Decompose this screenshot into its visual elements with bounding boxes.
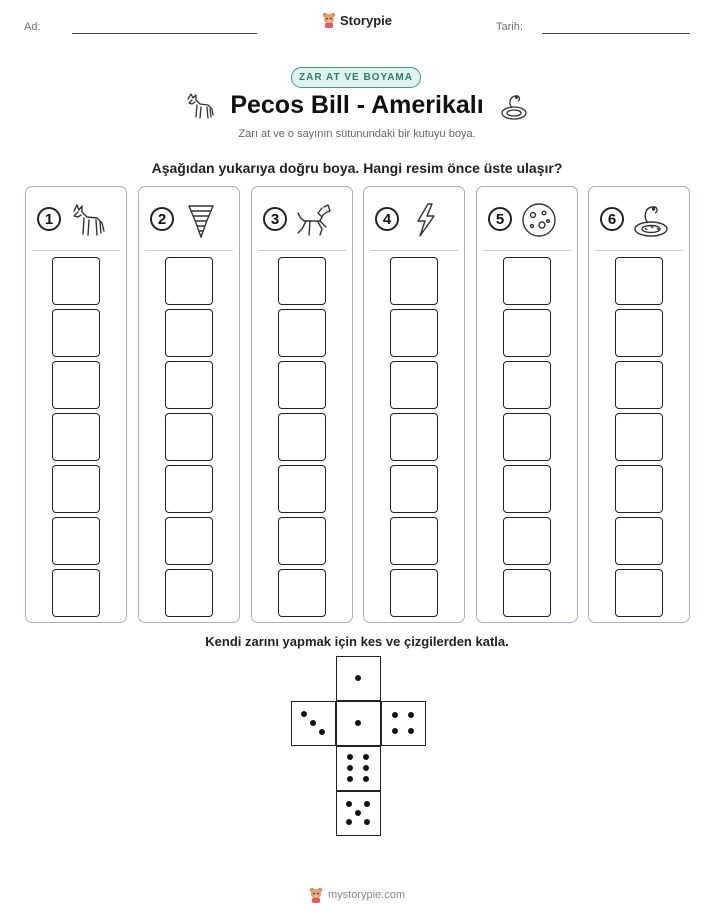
brand-logo xyxy=(0,12,714,28)
color-box[interactable] xyxy=(503,569,551,617)
color-box[interactable] xyxy=(52,413,100,461)
color-box[interactable] xyxy=(390,309,438,357)
column-2 xyxy=(138,186,240,623)
color-box[interactable] xyxy=(390,465,438,513)
dice-face-6 xyxy=(336,746,381,791)
color-box[interactable] xyxy=(52,569,100,617)
column-divider xyxy=(483,250,571,251)
column-1 xyxy=(25,186,127,623)
dice-pip xyxy=(347,754,353,760)
color-box[interactable] xyxy=(52,361,100,409)
dice-pip xyxy=(319,729,325,735)
color-box[interactable] xyxy=(615,569,663,617)
color-box[interactable] xyxy=(390,569,438,617)
color-box[interactable] xyxy=(390,361,438,409)
dice-pip xyxy=(363,765,369,771)
dice-pip xyxy=(392,728,398,734)
column-number: 3 xyxy=(263,207,287,231)
column-6 xyxy=(588,186,690,623)
column-divider xyxy=(145,250,233,251)
column-header xyxy=(477,187,577,251)
instruction-text: Aşağıdan yukarıya doğru boya. Hangi resim önce üste ulaşır? xyxy=(151,160,563,176)
column-number: 1 xyxy=(37,207,61,231)
column-4 xyxy=(363,186,465,623)
lightning-icon xyxy=(406,201,446,239)
column-divider xyxy=(32,250,120,251)
horse-icon xyxy=(294,201,334,239)
dice-pip xyxy=(310,720,316,726)
color-box[interactable] xyxy=(615,361,663,409)
color-box[interactable] xyxy=(52,257,100,305)
dice-pip xyxy=(408,712,414,718)
column-3 xyxy=(251,186,353,623)
dice-face-4 xyxy=(381,701,426,746)
dice-pip xyxy=(346,819,352,825)
column-number: 5 xyxy=(488,207,512,231)
color-box[interactable] xyxy=(390,517,438,565)
color-box[interactable] xyxy=(390,413,438,461)
dice-net xyxy=(291,656,426,836)
column-number: 4 xyxy=(375,207,399,231)
color-box[interactable] xyxy=(503,309,551,357)
color-box[interactable] xyxy=(278,569,326,617)
dice-pip xyxy=(347,776,353,782)
color-box[interactable] xyxy=(503,257,551,305)
column-header xyxy=(589,187,689,251)
page-subtitle: Zarı at ve o sayının sütunundaki bir kutuyu boya. xyxy=(238,128,476,140)
color-box[interactable] xyxy=(52,465,100,513)
snake-icon xyxy=(631,201,671,239)
bear-logo-icon xyxy=(322,12,336,28)
color-box[interactable] xyxy=(165,309,213,357)
color-box[interactable] xyxy=(278,361,326,409)
dice-pip xyxy=(364,801,370,807)
dice-face-1 xyxy=(336,701,381,746)
dice-pip xyxy=(355,720,361,726)
color-box[interactable] xyxy=(165,413,213,461)
color-box[interactable] xyxy=(503,517,551,565)
dice-face-5 xyxy=(336,791,381,836)
tornado-icon xyxy=(181,201,221,239)
column-5 xyxy=(476,186,578,623)
column-header xyxy=(252,187,352,251)
date-line xyxy=(542,33,690,34)
color-box[interactable] xyxy=(278,413,326,461)
color-box[interactable] xyxy=(615,517,663,565)
color-box[interactable] xyxy=(165,257,213,305)
dice-pip xyxy=(355,675,361,681)
color-box[interactable] xyxy=(278,309,326,357)
dice-pip xyxy=(363,754,369,760)
color-box[interactable] xyxy=(615,309,663,357)
color-box[interactable] xyxy=(165,361,213,409)
name-label: Ad: xyxy=(24,21,41,33)
date-label: Tarih: xyxy=(496,21,523,33)
column-number: 2 xyxy=(150,207,174,231)
bear-logo-icon xyxy=(309,887,323,903)
brand-name: Storypie xyxy=(339,12,392,28)
color-box[interactable] xyxy=(52,517,100,565)
column-divider xyxy=(595,250,683,251)
column-header xyxy=(364,187,464,251)
color-box[interactable] xyxy=(165,569,213,617)
coyote-icon xyxy=(68,201,108,239)
dice-face-1 xyxy=(336,656,381,701)
page-title: Pecos Bill - Amerikalı xyxy=(230,91,484,119)
color-box[interactable] xyxy=(165,465,213,513)
color-box[interactable] xyxy=(52,309,100,357)
footer-url: mystorypie.com xyxy=(327,889,406,901)
color-box[interactable] xyxy=(503,465,551,513)
name-line xyxy=(72,33,257,34)
dice-pip xyxy=(355,810,361,816)
dice-pip xyxy=(408,728,414,734)
column-header xyxy=(139,187,239,251)
snake-title-icon xyxy=(498,91,530,121)
color-box[interactable] xyxy=(278,257,326,305)
dice-pip xyxy=(347,765,353,771)
color-box[interactable] xyxy=(165,517,213,565)
color-box[interactable] xyxy=(615,413,663,461)
dice-pip xyxy=(301,711,307,717)
color-box[interactable] xyxy=(503,413,551,461)
color-box[interactable] xyxy=(278,517,326,565)
column-header xyxy=(26,187,126,251)
column-divider xyxy=(370,250,458,251)
page-footer xyxy=(0,887,714,903)
dice-face-3 xyxy=(291,701,336,746)
color-box[interactable] xyxy=(615,257,663,305)
cut-instruction: Kendi zarını yapmak için kes ve çizgilerden katla. xyxy=(205,634,509,649)
activity-badge: ZAR AT VE BOYAMA xyxy=(291,67,421,88)
moon-icon xyxy=(519,201,559,239)
dice-pip xyxy=(392,712,398,718)
color-box[interactable] xyxy=(615,465,663,513)
color-box[interactable] xyxy=(503,361,551,409)
color-box[interactable] xyxy=(390,257,438,305)
dice-pip xyxy=(363,776,369,782)
color-box[interactable] xyxy=(278,465,326,513)
column-divider xyxy=(258,250,346,251)
dice-pip xyxy=(364,819,370,825)
dice-pip xyxy=(346,801,352,807)
column-number: 6 xyxy=(600,207,624,231)
